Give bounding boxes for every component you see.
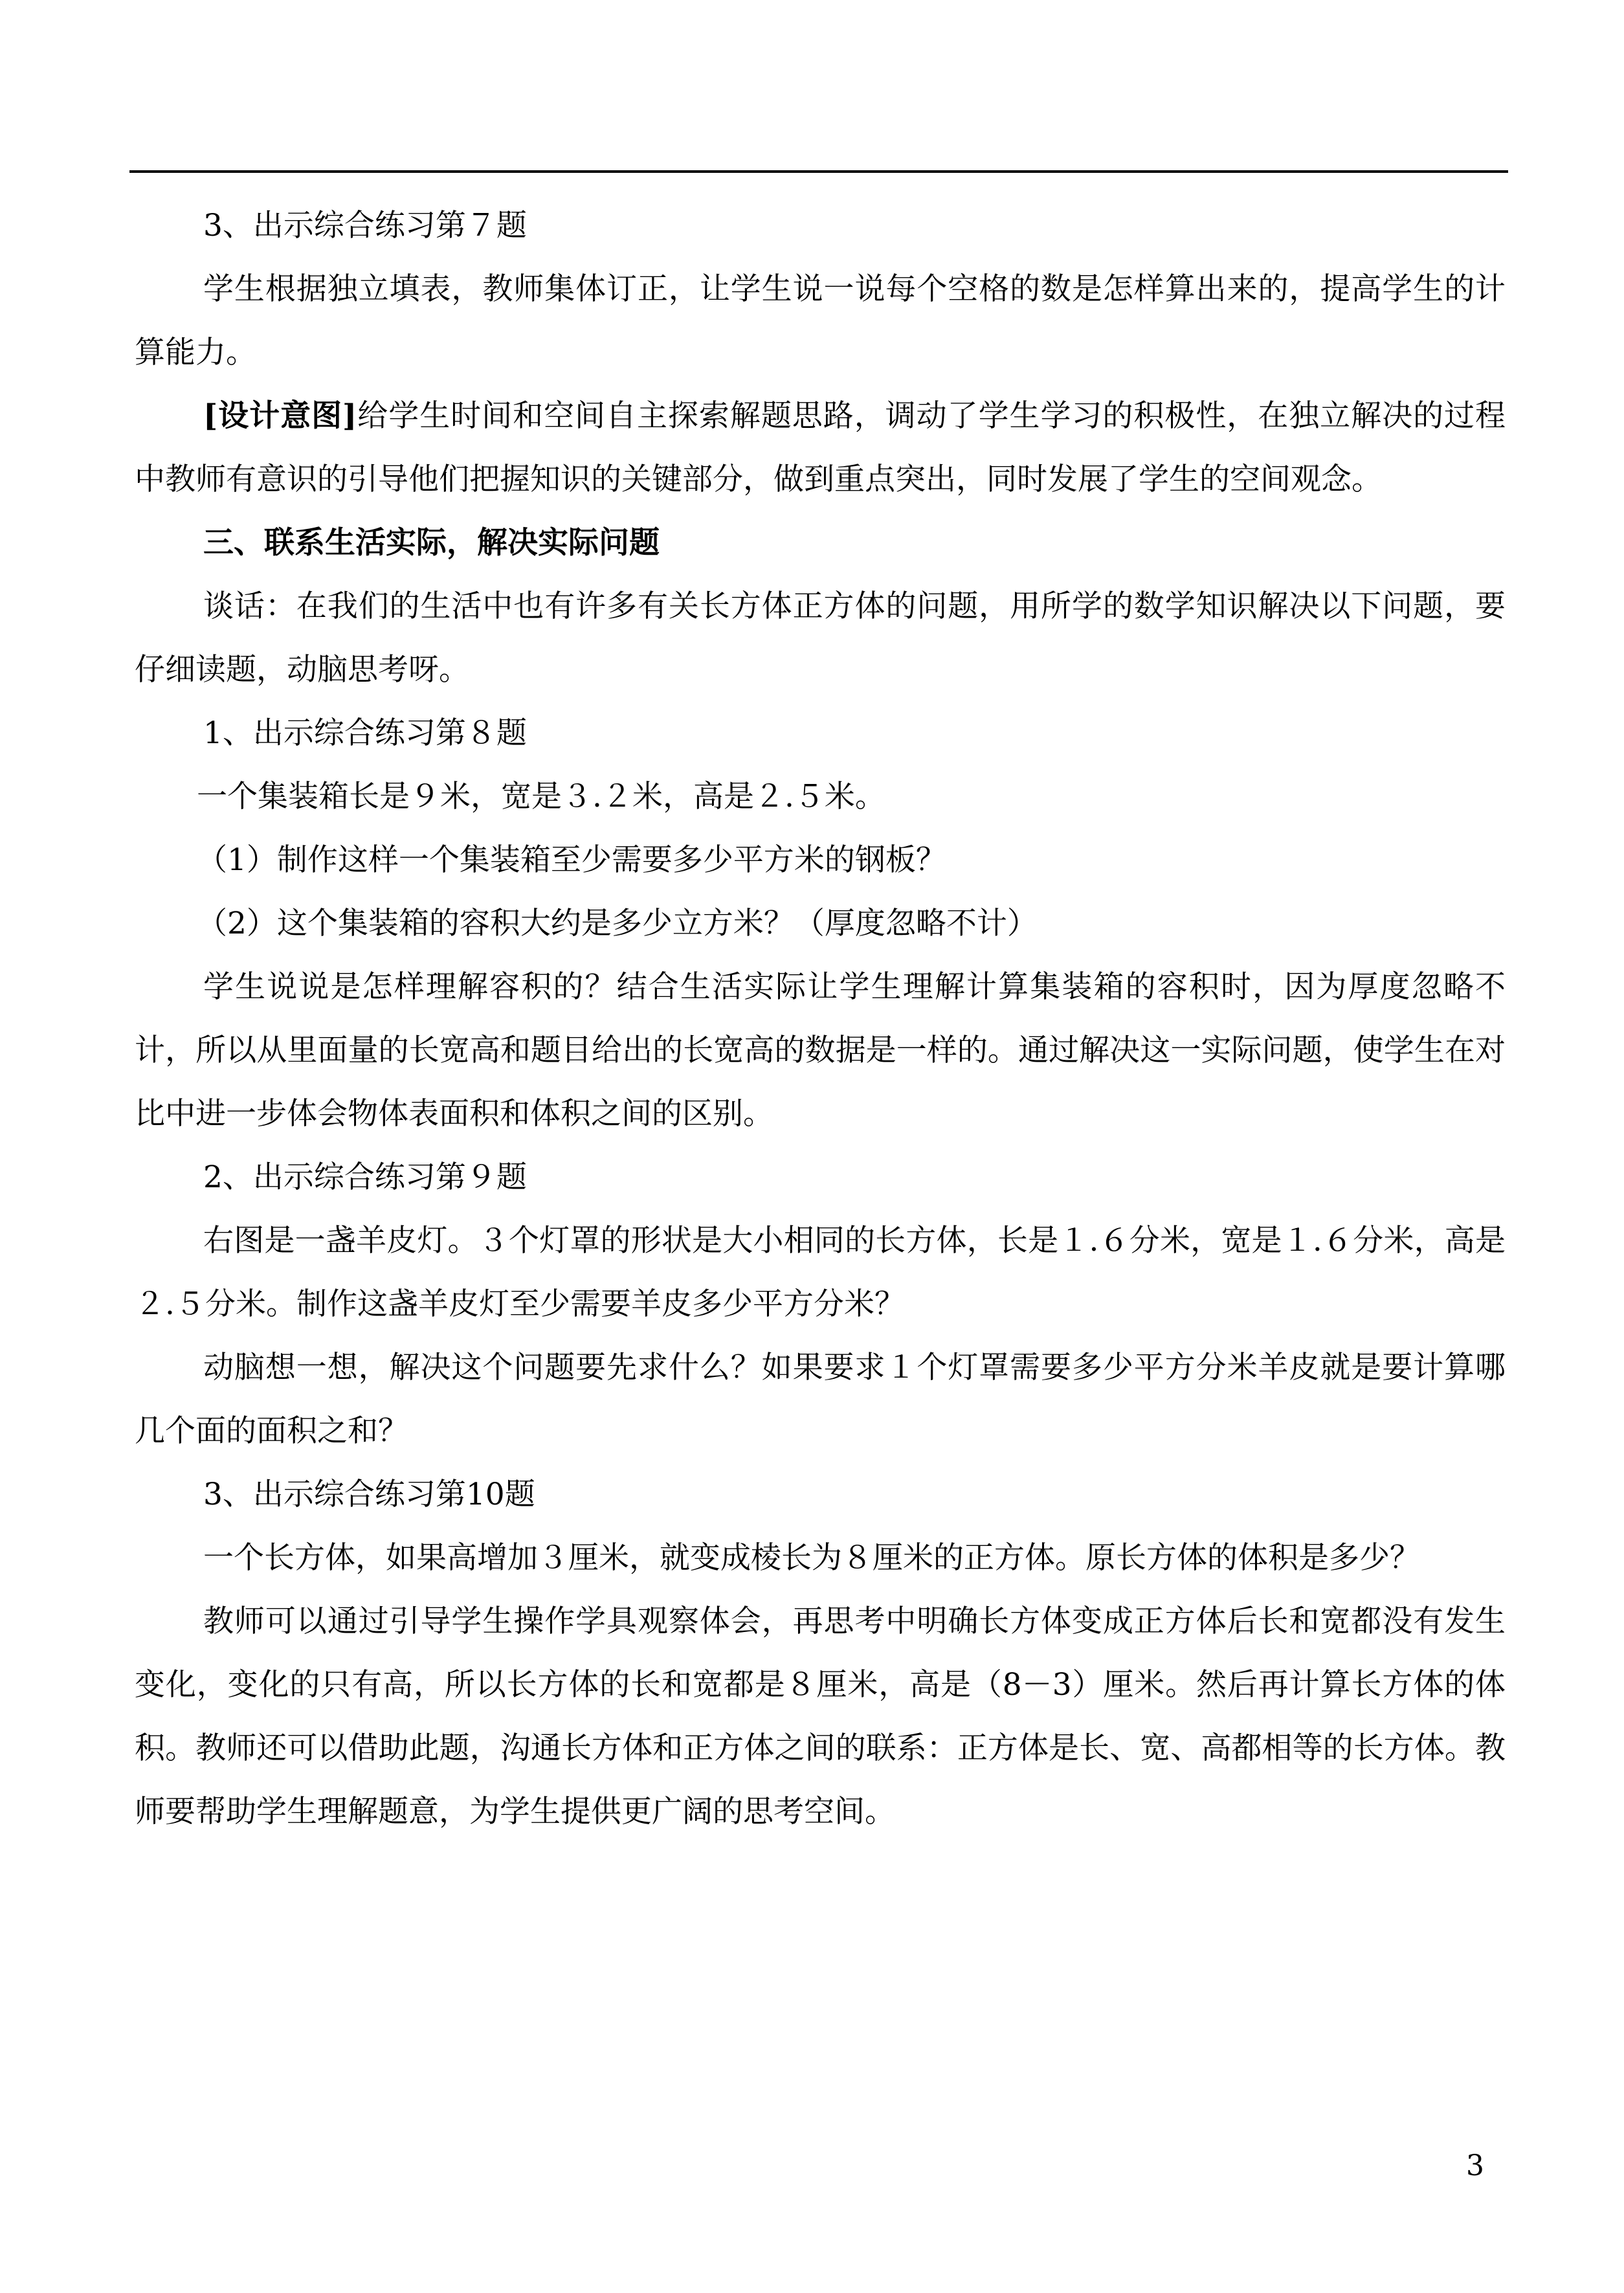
paragraph-5: 谈话：在我们的生活中也有许多有关长方体正方体的问题，用所学的数学知识解决以下问题，要仔细读题，动脑思考呀。	[135, 588, 1506, 688]
paragraph-14: 3、出示综合练习第10题	[203, 1477, 535, 1512]
paragraph-12: 右图是一盏羊皮灯。３个灯罩的形状是大小相同的长方体，长是１.６分米，宽是１.６分米，高是２.５分米。制作这盏羊皮灯至少需要羊皮多少平方分米？	[135, 1223, 1506, 1322]
paragraph-2: 学生根据独立填表，教师集体订正，让学生说一说每个空格的数是怎样算出来的，提高学生的计算能力。	[135, 271, 1506, 370]
paragraph-8: （1）制作这样一个集装箱至少需要多少平方米的钢板？	[197, 842, 946, 878]
design-intent-label: [设计意图]	[203, 398, 357, 434]
paragraph-15: 一个长方体，如果高增加３厘米，就变成棱长为８厘米的正方体。原长方体的体积是多少？	[203, 1540, 1420, 1576]
paragraph-10: 学生说说是怎样理解容积的？结合生活实际让学生理解计算集装箱的容积时，因为厚度忽略不计，所以从里面量的长宽高和题目给出的长宽高的数据是一样的。通过解决这一实际问题，使学生在对比中进一步体会物体表面积和体积之间的区别。	[135, 969, 1506, 1132]
paragraph-6: 1、出示综合练习第８题	[203, 715, 527, 751]
header-rule	[129, 170, 1508, 173]
paragraph-9: （2）这个集装箱的容积大约是多少立方米？（厚度忽略不计）	[197, 906, 1038, 941]
section-heading: 三、联系生活实际，解决实际问题	[203, 525, 660, 561]
paragraph-11: 2、出示综合练习第９题	[203, 1159, 527, 1195]
page-number: 3	[1466, 2149, 1484, 2182]
document-body	[135, 194, 1506, 1844]
paragraph-1: 3、出示综合练习第７题	[203, 208, 527, 243]
paragraph-7: 一个集装箱长是９米，宽是３.２米，高是２.５米。	[197, 779, 885, 814]
design-intent-text: 给学生时间和空间自主探索解题思路，调动了学生学习的积极性，在独立解决的过程中教师有意识的引导他们把握知识的关键部分，做到重点突出，同时发展了学生的空间观念。	[135, 398, 1506, 497]
paragraph-3	[135, 385, 1506, 511]
paragraph-16: 教师可以通过引导学生操作学具观察体会，再思考中明确长方体变成正方体后长和宽都没有发生变化，变化的只有高，所以长方体的长和宽都是８厘米，高是（8－3）厘米。然后再计算长方体的体积。教师还可以借助此题，沟通长方体和正方体之间的联系：正方体是长、宽、高都相等的长方体。教师要帮助学生理解题意，为学生提供更广阔的思考空间。	[135, 1604, 1506, 1829]
paragraph-13: 动脑想一想，解决这个问题要先求什么？如果要求１个灯罩需要多少平方分米羊皮就是要计算哪几个面的面积之和？	[135, 1350, 1506, 1449]
